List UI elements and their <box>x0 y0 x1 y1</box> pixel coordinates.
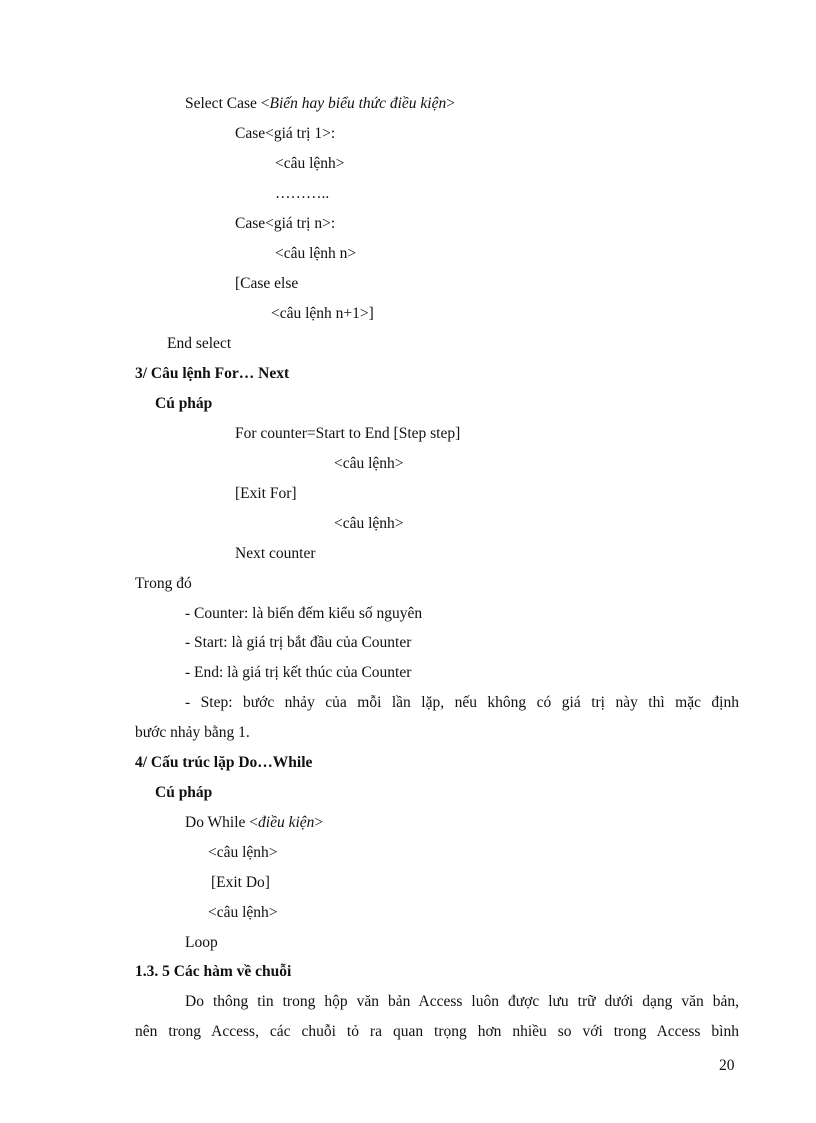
for-next-next: Next counter <box>235 545 316 562</box>
for-next-item-counter: - Counter: là biến đếm kiểu số nguyên <box>185 605 423 622</box>
do-while-heading: 4/ Cấu trúc lặp Do…While <box>135 754 313 771</box>
for-next-syntax-label: Cú pháp <box>155 395 213 412</box>
select-case-else: [Case else <box>235 275 299 292</box>
select-case-casen: Case<giá trị n>: <box>235 215 336 232</box>
for-next-stmt2: <câu lệnh> <box>334 515 404 532</box>
select-case-end: End select <box>167 335 232 352</box>
strings-section-heading: 1.3. 5 Các hàm về chuỗi <box>135 963 292 980</box>
for-next-line1: For counter=Start to End [Step step] <box>235 425 461 442</box>
select-case-stmt-else: <câu lệnh n+1>] <box>271 305 374 322</box>
page-number: 20 <box>719 1057 735 1074</box>
strings-para-line1: Do thông tin trong hộp văn bản Access luôn được lưu trữ dưới dạng văn bản, <box>185 993 739 1010</box>
select-case-header: Select Case <Biến hay biểu thức điều kiện> <box>185 95 455 112</box>
do-while-loop: Loop <box>185 934 218 951</box>
select-case-dots: ……….. <box>275 185 330 202</box>
for-next-item-end: - End: là giá trị kết thúc của Counter <box>185 664 412 681</box>
for-next-heading: 3/ Câu lệnh For… Next <box>135 365 290 382</box>
for-next-item-step-line1: - Step: bước nhảy của mỗi lần lặp, nếu không có giá trị này thì mặc định <box>185 694 739 711</box>
for-next-where: Trong đó <box>135 575 192 592</box>
do-while-line: Do While <điều kiện> <box>185 814 324 831</box>
for-next-stmt1: <câu lệnh> <box>334 455 404 472</box>
for-next-exit: [Exit For] <box>235 485 297 502</box>
strings-para-line2: nên trong Access, các chuỗi tỏ ra quan trọng hơn nhiều so với trong Access bình <box>135 1023 739 1040</box>
do-while-syntax-label: Cú pháp <box>155 784 213 801</box>
for-next-item-start: - Start: là giá trị bắt đầu của Counter <box>185 634 412 651</box>
select-case-case1: Case<giá trị 1>: <box>235 125 336 142</box>
do-while-stmt1: <câu lệnh> <box>208 844 278 861</box>
do-while-stmt2: <câu lệnh> <box>208 904 278 921</box>
select-case-stmt1: <câu lệnh> <box>275 155 345 172</box>
for-next-item-step-line2: bước nhảy bằng 1. <box>135 724 250 741</box>
do-while-exit: [Exit Do] <box>211 874 270 891</box>
select-case-stmtn: <câu lệnh n> <box>275 245 357 262</box>
